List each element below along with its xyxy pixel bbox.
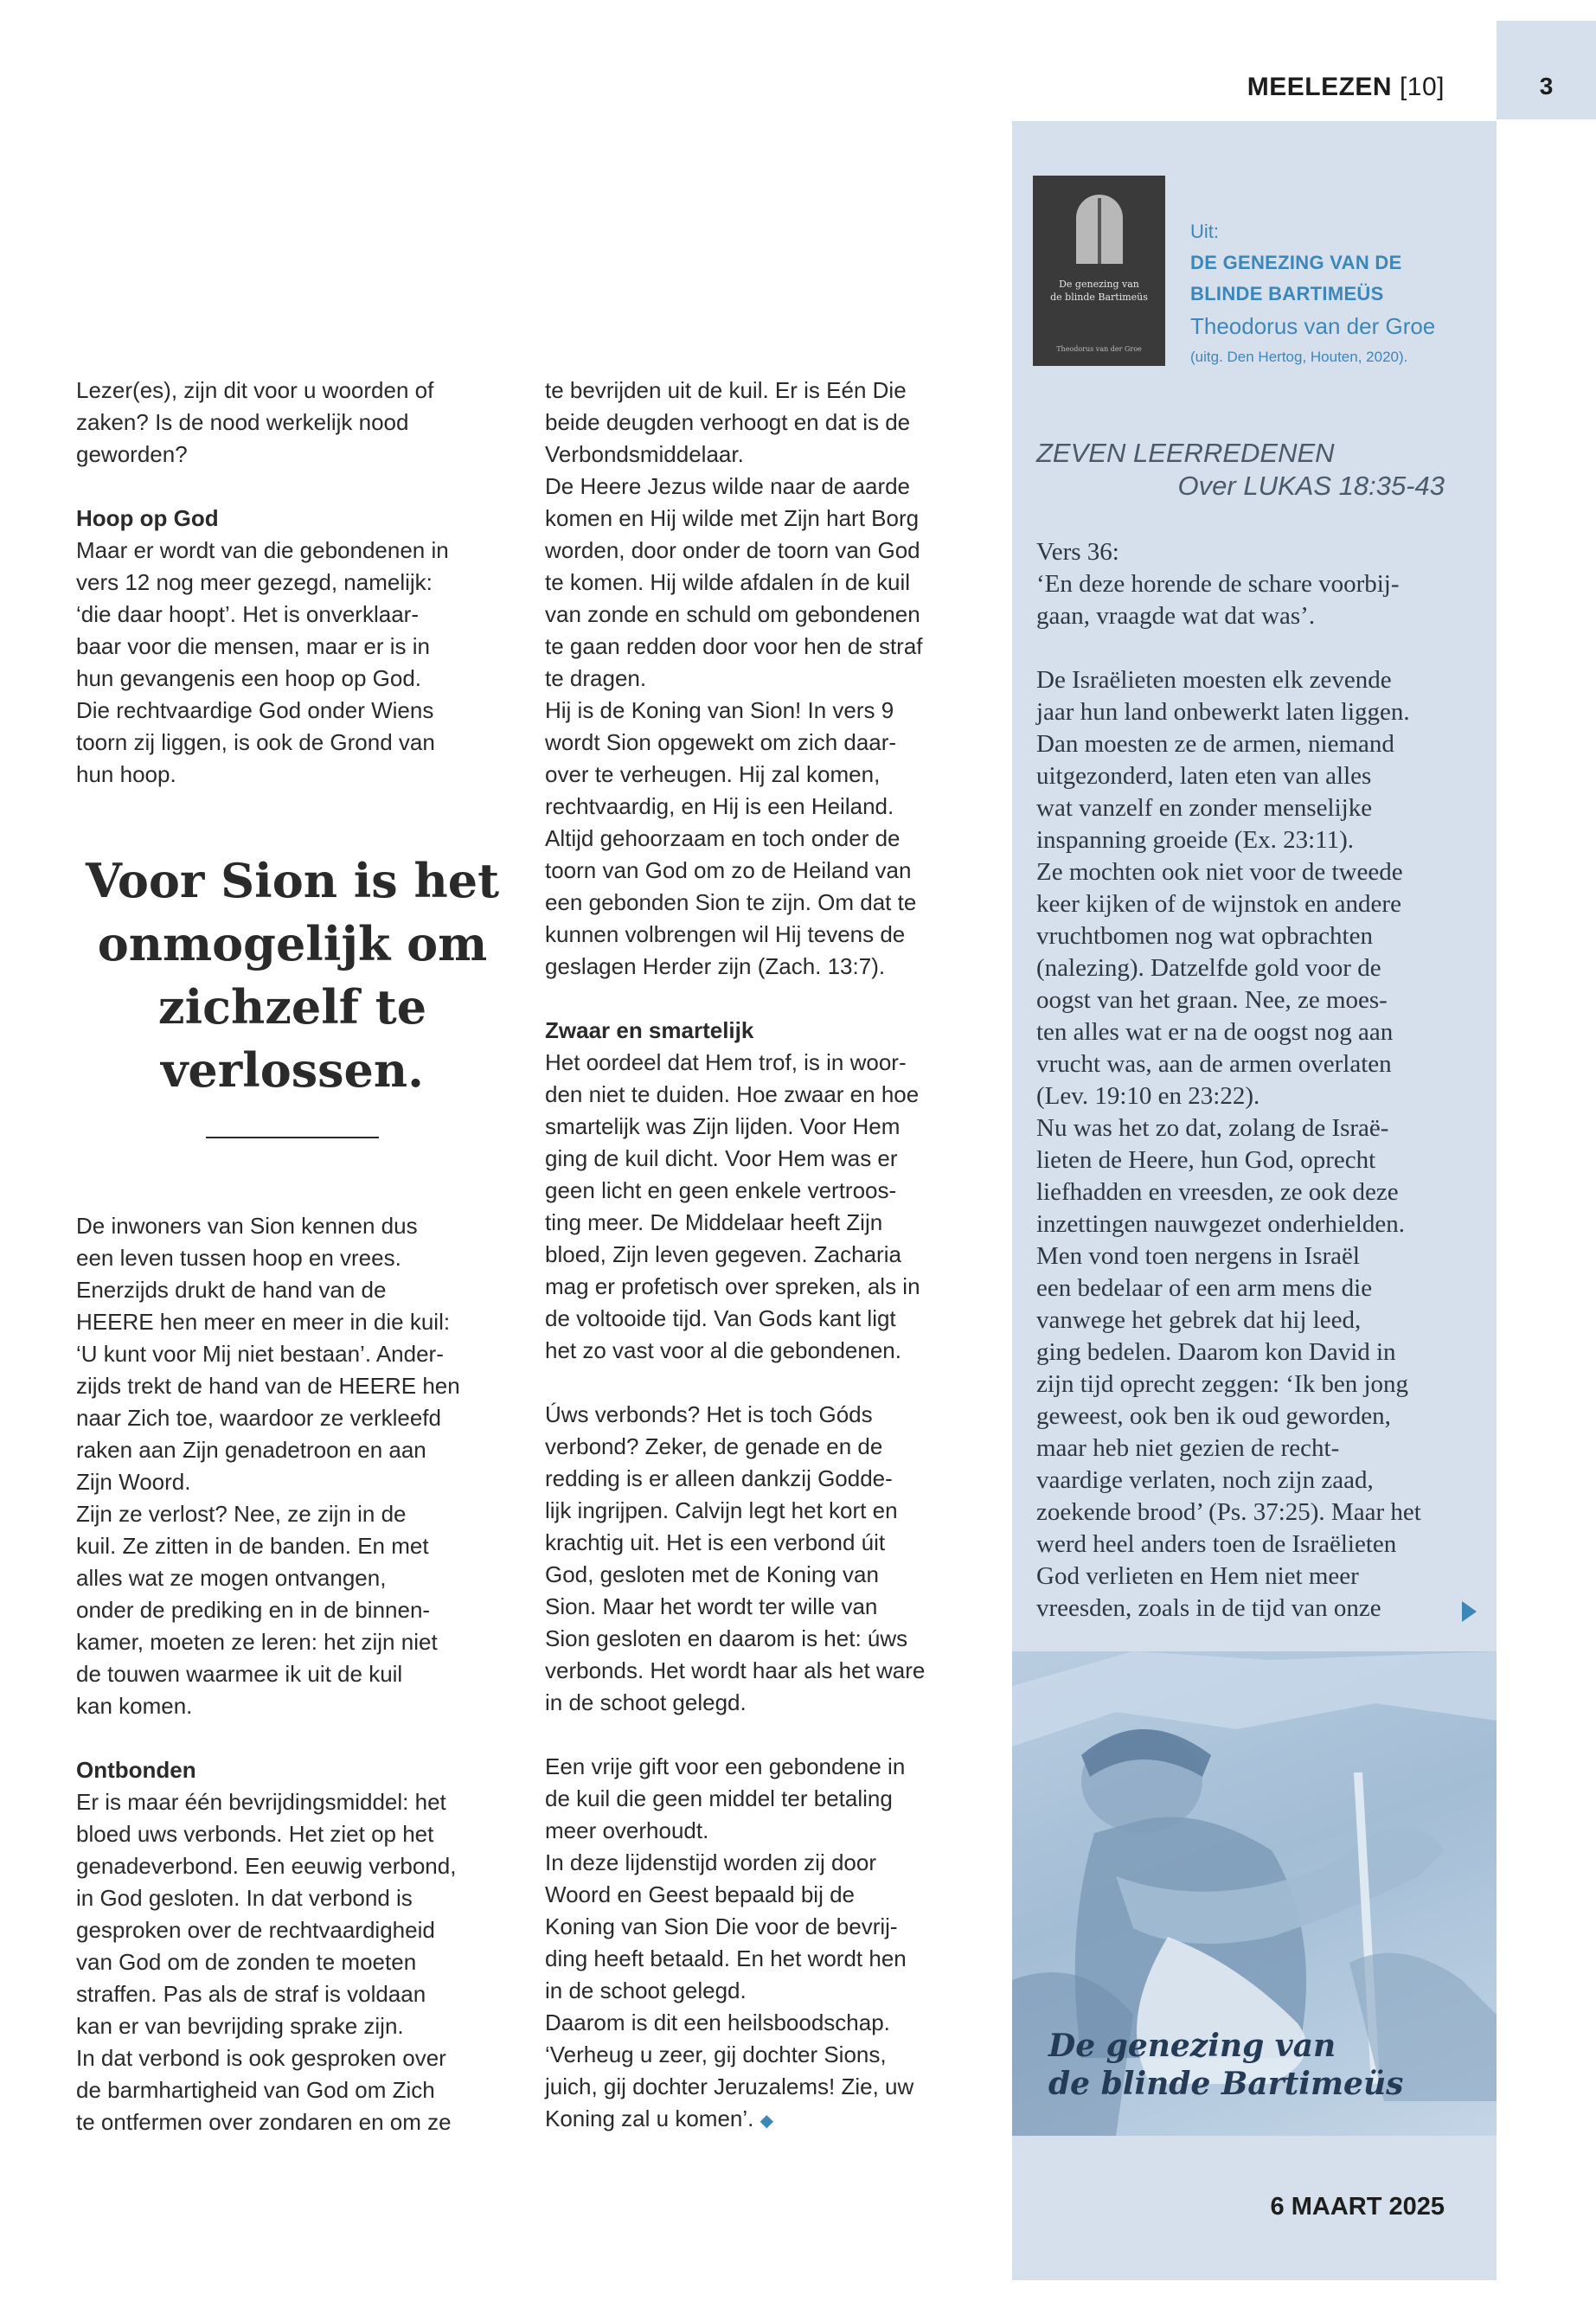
issue-date: 6 MAART 2025: [1270, 2193, 1445, 2221]
book-cover-image: [1033, 176, 1165, 366]
book-title-line-1: DE GENEZING VAN DE: [1190, 252, 1402, 273]
book-author: Theodorus van der Groe: [1190, 313, 1436, 339]
page-number-tab: [1497, 21, 1596, 119]
book-cover-title: De genezing van de blinde Bartimeüs: [1050, 279, 1148, 303]
play-triangle-icon: [1462, 1601, 1477, 1622]
book-title-line-2: BLINDE BARTIMEÜS: [1190, 283, 1384, 304]
bartimeus-illustration: [1012, 1651, 1497, 2136]
subheading-hoop: Hoop op God: [76, 505, 219, 531]
paragraph: te bevrijden uit de kuil. Er is Eén Die beide deugden verhoogt en dat is de Verbondsmiddelaar. De Heere Jezus wilde naar de aarde komen en Hij wilde met Zijn hart Borg worden, door onder de toorn van God te komen. Hij wilde afdalen ín de kuil van zonde en schuld om gebondenen te gaan redden door voor hen de straf te dragen. Hij is de Koning van Sion! In vers 9 wordt Sion opgewekt om zich daar- over te verheugen. Hij zal komen, rechtvaardig, en Hij is een Heiland. Altijd gehoorzaam en toch onder de toorn van God om zo de Heiland van een gebonden Sion te zijn. Om dat te kunnen volbrengen wil Hij tevens de geslagen Herder zijn (Zach. 13:7).: [545, 377, 923, 979]
paragraph: Het oordeel dat Hem trof, is in woor- den niet te duiden. Hoe zwaar en hoe smartelijk was Zijn lijden. Voor Hem ging de kuil dicht. Voor Hem was er geen licht en geen enkele vertroos- ting meer. De Middelaar heeft Zijn bloed, Zijn leven gegeven. Zacharia mag er profetisch over spreken, als in de voltooide tijd. Van Gods kant ligt het zo vast voor al die gebondenen.: [545, 1049, 920, 1363]
intro-paragraph: Lezer(es), zijn dit voor u woorden of zaken? Is de nood werkelijk nood geworden?: [76, 377, 434, 467]
divider: [206, 1137, 379, 1138]
subheading-zwaar: Zwaar en smartelijk: [545, 1017, 754, 1043]
page-number: 3: [1539, 73, 1554, 99]
paragraph: De inwoners van Sion kennen dus een leven tussen hoop en vrees. Enerzijds drukt de hand van de HEERE hen meer en meer in die kuil: ‘U kunt voor Mij niet bestaan’. Ander- zijds trekt de hand van de HEERE hen naar Zich toe, waardoor ze verkleefd raken aan Zijn genadetroon en aan Zijn Woord. Zijn ze verlost? Nee, ze zijn in de kuil. Ze zitten in de banden. En met alles wat ze mogen ontvangen, onder de prediking en in de binnen- kamer, moeten ze leren: het zijn niet de touwen waarmee ik uit de kuil kan komen.: [76, 1213, 460, 1719]
column-middle: [545, 375, 986, 2138]
book-publisher: (uitg. Den Hertog, Houten, 2020).: [1190, 349, 1408, 365]
series-title: ZEVEN LEERREDENEN: [1036, 438, 1335, 468]
source-label: Uit:: [1190, 221, 1219, 242]
sermon-excerpt: Vers 36: ‘En deze horende de schare voorbij- gaan, vraagde wat dat was’. De Israëlieten moesten elk zevende jaar hun land onbewerkt laten liggen. Dan moesten ze de armen, niemand uitgezonderd, laten eten van alles wat vanzelf en zonder menselijke inspanning groeide (Ex. 23:11). Ze mochten ook niet voor de tweede keer kijken of de wijnstok en andere vruchtbomen nog wat opbrachten (nalezing). Datzelfde gold voor de oogst van het graan. Nee, ze moes- ten alles wat er na de oogst nog aan vrucht was, aan de armen overlaten (Lev. 19:10 en 23:22). Nu was het zo dat, zolang de Israë- lieten de Heere, hun God, oprecht liefhadden en vreesden, ze ook deze inzettingen nauwgezet onderhielden. Men vond toen nergens in Israël een bedelaar of een arm mens die vanwege het gebrek dat hij leed, ging bedelen. Daarom kon David in zijn tijd oprecht zeggen: ‘Ik ben jong geweest, ook ben ik oud geworden, maar heb niet gezien de recht- vaardige verlaten, noch zijn zaad, zoekende brood’ (Ps. 37:25). Maar het werd heel anders toen de Israëlieten God verlieten en Hem niet meer vreesden, zoals in de tijd van onze: [1036, 538, 1421, 1622]
paragraph: Er is maar één bevrijdingsmiddel: het bloed uws verbonds. Het ziet op het genadeverbond. Een eeuwig verbond, in God gesloten. In dat verbond is gesproken over de rechtvaardigheid van God om de zonden te moeten straffen. Pas als de straf is voldaan kan er van bevrijding sprake zijn. In dat verbond is ook gesproken over de barmhartigheid van God om Zich te ontfermen over zondaren en om ze: [76, 1789, 457, 2135]
issue-number: [10]: [1399, 73, 1445, 101]
illustration-caption: De genezing van de blinde Bartimeüs: [1048, 2028, 1404, 2102]
closing-text: Een vrije gift voor een gebondene in de kuil die geen middel ter betaling meer overhoudt. In deze lijdenstijd worden zij door Woord en Geest bepaald bij de Koning van Sion Die voor de bevrij- ding heeft betaald. En het wordt hen in de schoot gelegd. Daarom is dit een heilsboodschap. ‘Verheug u zeer, gij dochter Sions, juich, gij dochter Jeruzalems! Zie, uw Koning zal u komen’.: [545, 1753, 914, 2131]
diamond-icon: ◆: [760, 2112, 773, 2131]
book-cover-author: Theodorus van der Groe: [1056, 345, 1142, 353]
sermon-series-heading: [1036, 437, 1445, 503]
paragraph: [545, 1751, 986, 2138]
paragraph: Úws verbonds? Het is toch Góds verbond? Zeker, de genade en de redding is er alleen dankzij Godde- lijk ingrijpen. Calvijn legt het kort en krachtig uit. Het is een verbond úit God, gesloten met de Koning van Sion. Maar het wordt ter wille van Sion gesloten en daarom is het: úws verbonds. Het wordt haar als het ware in de schoot gelegd.: [545, 1401, 926, 1715]
paragraph: Maar er wordt van die gebondenen in vers 12 nog meer gezegd, namelijk: ‘die daar hoopt’. Het is onverklaar- baar voor die mensen, maar er is in hun gevangenis een hoop op God. Die rechtvaardige God onder Wiens toorn zij liggen, is ook de Grond van hun hoop.: [76, 537, 449, 787]
series-scripture: Over LUKAS 18:35-43: [1177, 471, 1445, 501]
column-left: [76, 375, 517, 791]
book-source-info: [1190, 216, 1484, 372]
subheading-ontbonden: Ontbonden: [76, 1757, 196, 1783]
running-header: [1202, 73, 1445, 102]
pull-quote: Voor Sion is het onmogelijk om zichzelf te verlossen.: [85, 853, 500, 1098]
section-name: MEELEZEN: [1247, 73, 1393, 101]
column-left-lower: [76, 1210, 517, 2138]
